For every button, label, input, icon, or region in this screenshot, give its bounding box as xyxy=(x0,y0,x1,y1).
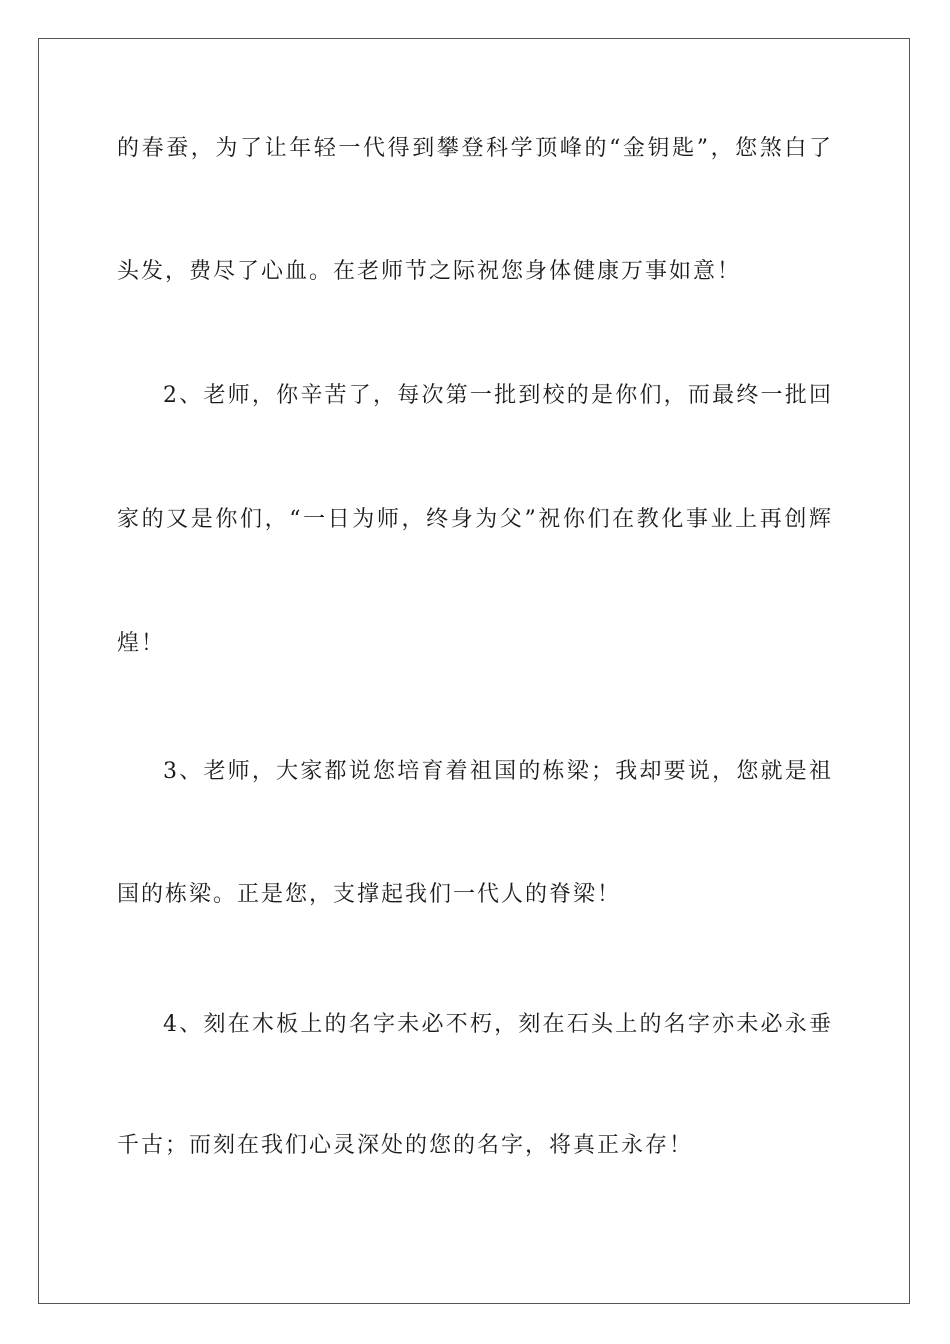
text-line-7: 国的栋梁。正是您，支撑起我们一代人的脊梁！ xyxy=(117,882,622,907)
text-line-3: 2、老师，你辛苦了，每次第一批到校的是你们，而最终一批回 xyxy=(163,383,833,408)
text-line-4: 家的又是你们，“一日为师，终身为父”祝你们在教化事业上再创辉 xyxy=(117,507,833,532)
text-line-2: 头发，费尽了心血。在老师节之际祝您身体健康万事如意！ xyxy=(117,259,742,284)
text-line-5: 煌！ xyxy=(117,631,166,656)
text-line-1: 的春蚕，为了让年轻一代得到攀登科学顶峰的“金钥匙”，您煞白了 xyxy=(117,136,833,161)
text-line-8: 4、刻在木板上的名字未必不朽，刻在石头上的名字亦未必永垂 xyxy=(163,1012,833,1037)
text-line-6: 3、老师，大家都说您培育着祖国的栋梁；我却要说，您就是祖 xyxy=(163,759,833,784)
page-border xyxy=(38,38,910,1304)
text-line-9: 千古；而刻在我们心灵深处的您的名字，将真正永存！ xyxy=(117,1133,694,1158)
